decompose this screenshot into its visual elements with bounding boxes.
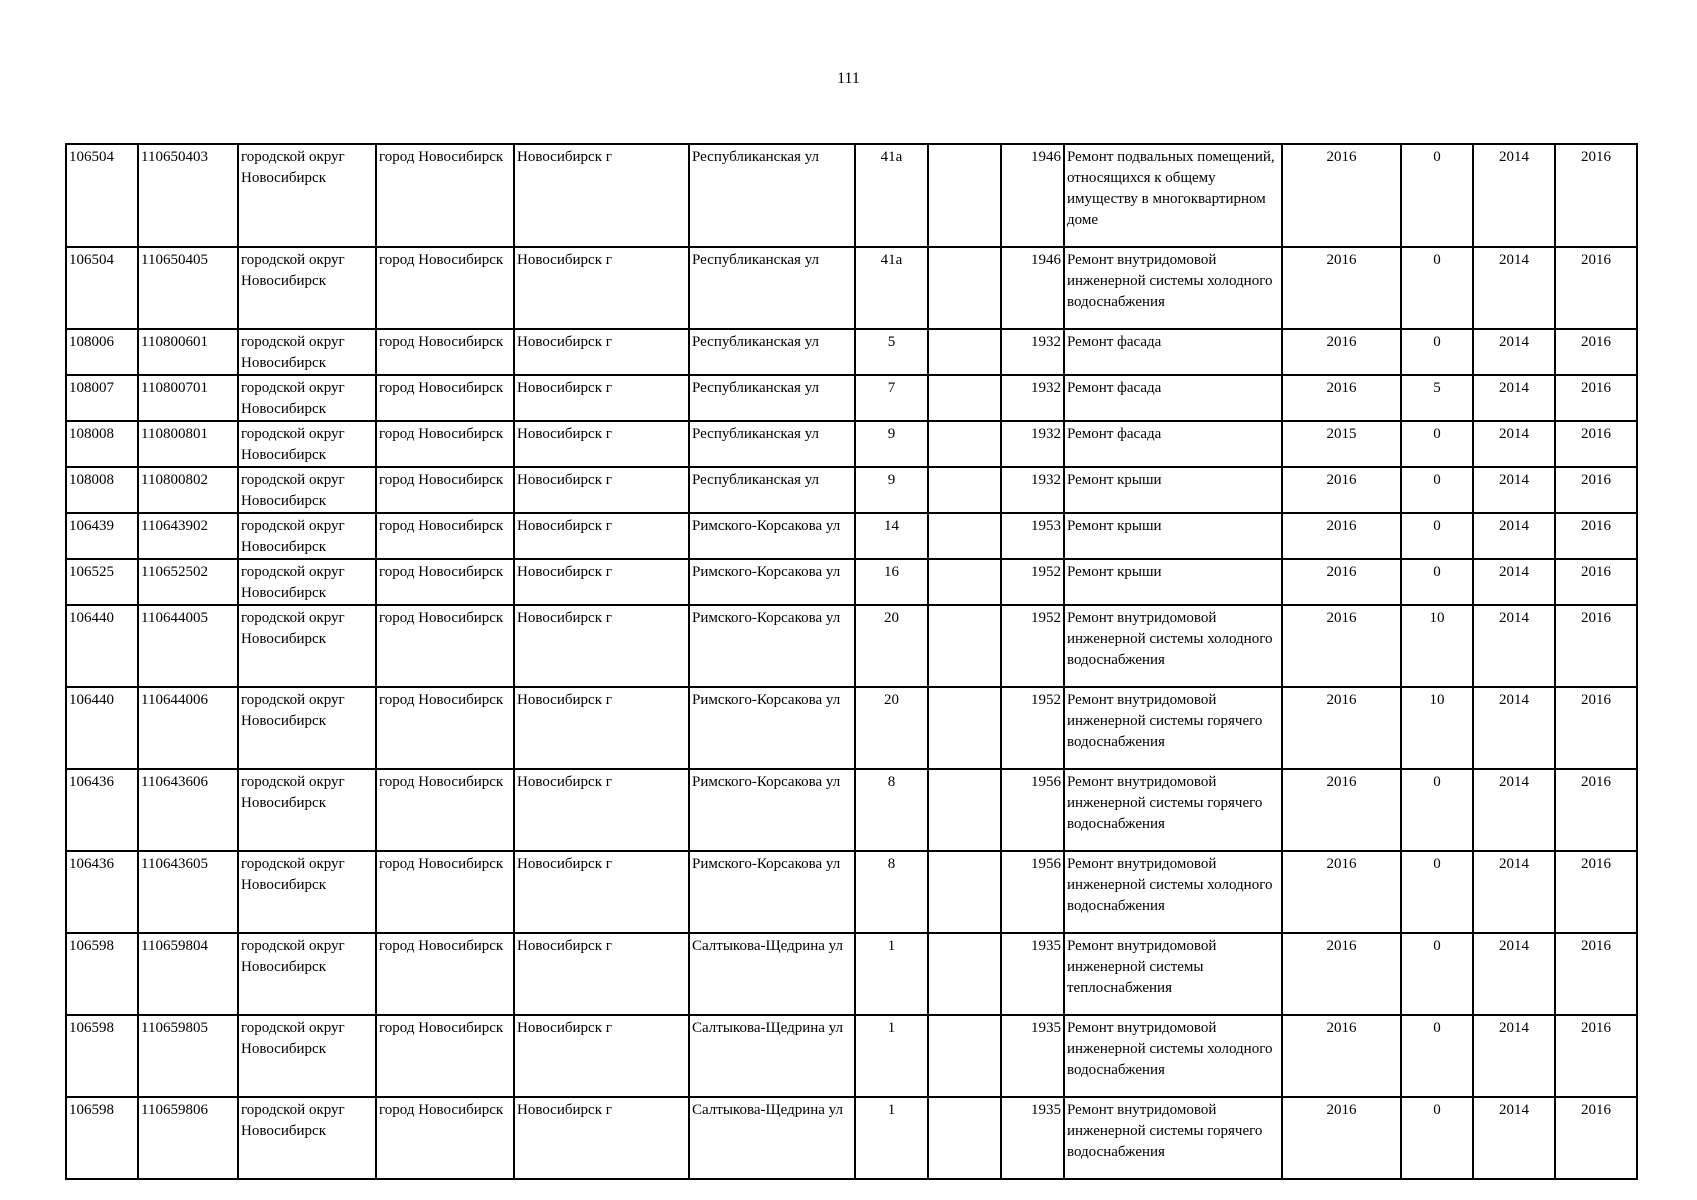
cell-house-id: 108008 <box>66 421 138 467</box>
cell-house-id: 106598 <box>66 933 138 1015</box>
cell-city: Новосибирск г <box>514 375 689 421</box>
cell-city: Новосибирск г <box>514 513 689 559</box>
cell-work-id: 110800802 <box>138 467 238 513</box>
cell-settlement: город Новосибирск <box>376 375 514 421</box>
cell-build-year: 1932 <box>1001 329 1064 375</box>
cell-work-id: 110644006 <box>138 687 238 769</box>
table-row <box>66 769 1637 851</box>
cell-municipality: городской округ Новосибирск <box>238 513 376 559</box>
cell-period-end: 2016 <box>1555 247 1637 329</box>
cell-house-number: 8 <box>855 851 928 933</box>
cell-period-start: 2014 <box>1473 851 1555 933</box>
cell-building <box>928 559 1001 605</box>
cell-work-id: 110800801 <box>138 421 238 467</box>
cell-city: Новосибирск г <box>514 421 689 467</box>
cell-street: Салтыкова-Щедрина ул <box>689 1015 855 1097</box>
cell-house-id: 106436 <box>66 851 138 933</box>
cell-wear: 0 <box>1401 1015 1473 1097</box>
cell-build-year: 1952 <box>1001 559 1064 605</box>
table-row <box>66 375 1637 421</box>
cell-work-type: Ремонт внутридомовой инженерной системы теплоснабжения <box>1064 933 1282 1015</box>
cell-planned-year: 2016 <box>1282 1097 1401 1179</box>
cell-city: Новосибирск г <box>514 1015 689 1097</box>
cell-city: Новосибирск г <box>514 1097 689 1179</box>
cell-work-id: 110643605 <box>138 851 238 933</box>
cell-work-type: Ремонт внутридомовой инженерной системы горячего водоснабжения <box>1064 687 1282 769</box>
table-row <box>66 144 1637 247</box>
cell-planned-year: 2016 <box>1282 329 1401 375</box>
cell-municipality: городской округ Новосибирск <box>238 769 376 851</box>
cell-period-end: 2016 <box>1555 605 1637 687</box>
cell-period-start: 2014 <box>1473 513 1555 559</box>
cell-house-number: 7 <box>855 375 928 421</box>
cell-planned-year: 2015 <box>1282 421 1401 467</box>
table-row <box>66 421 1637 467</box>
cell-municipality: городской округ Новосибирск <box>238 144 376 247</box>
cell-planned-year: 2016 <box>1282 851 1401 933</box>
cell-municipality: городской округ Новосибирск <box>238 467 376 513</box>
cell-house-number: 1 <box>855 933 928 1015</box>
cell-city: Новосибирск г <box>514 605 689 687</box>
cell-house-id: 106598 <box>66 1015 138 1097</box>
cell-wear: 10 <box>1401 605 1473 687</box>
cell-wear: 0 <box>1401 769 1473 851</box>
table-row <box>66 467 1637 513</box>
cell-house-number: 9 <box>855 421 928 467</box>
cell-build-year: 1946 <box>1001 144 1064 247</box>
cell-build-year: 1935 <box>1001 1015 1064 1097</box>
cell-city: Новосибирск г <box>514 933 689 1015</box>
cell-municipality: городской округ Новосибирск <box>238 329 376 375</box>
cell-period-end: 2016 <box>1555 329 1637 375</box>
cell-house-id: 106440 <box>66 605 138 687</box>
cell-period-end: 2016 <box>1555 144 1637 247</box>
cell-period-start: 2014 <box>1473 933 1555 1015</box>
cell-planned-year: 2016 <box>1282 247 1401 329</box>
cell-planned-year: 2016 <box>1282 375 1401 421</box>
cell-wear: 0 <box>1401 851 1473 933</box>
cell-settlement: город Новосибирск <box>376 933 514 1015</box>
cell-street: Римского-Корсакова ул <box>689 769 855 851</box>
cell-house-id: 106504 <box>66 247 138 329</box>
table-row <box>66 329 1637 375</box>
cell-settlement: город Новосибирск <box>376 467 514 513</box>
table-row <box>66 687 1637 769</box>
cell-settlement: город Новосибирск <box>376 421 514 467</box>
cell-work-type: Ремонт фасада <box>1064 421 1282 467</box>
cell-period-start: 2014 <box>1473 1097 1555 1179</box>
cell-house-id: 106598 <box>66 1097 138 1179</box>
cell-wear: 0 <box>1401 933 1473 1015</box>
cell-house-id: 106436 <box>66 769 138 851</box>
cell-building <box>928 513 1001 559</box>
cell-house-number: 14 <box>855 513 928 559</box>
cell-house-number: 1 <box>855 1097 928 1179</box>
cell-house-id: 106440 <box>66 687 138 769</box>
cell-house-number: 41а <box>855 144 928 247</box>
cell-period-end: 2016 <box>1555 851 1637 933</box>
cell-municipality: городской округ Новосибирск <box>238 1097 376 1179</box>
cell-wear: 0 <box>1401 513 1473 559</box>
table-row <box>66 933 1637 1015</box>
cell-build-year: 1935 <box>1001 1097 1064 1179</box>
cell-build-year: 1956 <box>1001 769 1064 851</box>
cell-house-id: 106504 <box>66 144 138 247</box>
cell-street: Республиканская ул <box>689 329 855 375</box>
cell-work-type: Ремонт внутридомовой инженерной системы холодного водоснабжения <box>1064 247 1282 329</box>
cell-work-type: Ремонт фасада <box>1064 375 1282 421</box>
cell-work-id: 110643606 <box>138 769 238 851</box>
cell-work-type: Ремонт внутридомовой инженерной системы холодного водоснабжения <box>1064 605 1282 687</box>
cell-street: Салтыкова-Щедрина ул <box>689 1097 855 1179</box>
cell-wear: 0 <box>1401 144 1473 247</box>
cell-municipality: городской округ Новосибирск <box>238 247 376 329</box>
cell-street: Республиканская ул <box>689 375 855 421</box>
cell-work-type: Ремонт крыши <box>1064 559 1282 605</box>
cell-house-number: 20 <box>855 605 928 687</box>
cell-house-number: 16 <box>855 559 928 605</box>
cell-planned-year: 2016 <box>1282 933 1401 1015</box>
cell-settlement: город Новосибирск <box>376 605 514 687</box>
table-row <box>66 513 1637 559</box>
cell-period-end: 2016 <box>1555 421 1637 467</box>
cell-period-start: 2014 <box>1473 421 1555 467</box>
cell-street: Республиканская ул <box>689 247 855 329</box>
cell-period-end: 2016 <box>1555 559 1637 605</box>
cell-city: Новосибирск г <box>514 329 689 375</box>
cell-build-year: 1952 <box>1001 605 1064 687</box>
cell-period-start: 2014 <box>1473 559 1555 605</box>
cell-work-id: 110643902 <box>138 513 238 559</box>
cell-build-year: 1956 <box>1001 851 1064 933</box>
cell-build-year: 1946 <box>1001 247 1064 329</box>
cell-work-type: Ремонт внутридомовой инженерной системы горячего водоснабжения <box>1064 769 1282 851</box>
cell-municipality: городской округ Новосибирск <box>238 933 376 1015</box>
cell-period-start: 2014 <box>1473 769 1555 851</box>
cell-period-start: 2014 <box>1473 144 1555 247</box>
cell-wear: 5 <box>1401 375 1473 421</box>
cell-planned-year: 2016 <box>1282 513 1401 559</box>
cell-house-id: 106439 <box>66 513 138 559</box>
cell-build-year: 1932 <box>1001 421 1064 467</box>
cell-building <box>928 1015 1001 1097</box>
cell-work-type: Ремонт крыши <box>1064 513 1282 559</box>
table-row <box>66 605 1637 687</box>
cell-building <box>928 1097 1001 1179</box>
cell-wear: 0 <box>1401 247 1473 329</box>
cell-planned-year: 2016 <box>1282 605 1401 687</box>
cell-city: Новосибирск г <box>514 851 689 933</box>
cell-wear: 0 <box>1401 467 1473 513</box>
cell-work-id: 110650405 <box>138 247 238 329</box>
cell-house-number: 9 <box>855 467 928 513</box>
cell-house-id: 106525 <box>66 559 138 605</box>
cell-house-number: 1 <box>855 1015 928 1097</box>
cell-building <box>928 769 1001 851</box>
cell-work-id: 110659805 <box>138 1015 238 1097</box>
cell-work-type: Ремонт крыши <box>1064 467 1282 513</box>
cell-work-type: Ремонт фасада <box>1064 329 1282 375</box>
cell-settlement: город Новосибирск <box>376 513 514 559</box>
page-number: 111 <box>837 70 860 87</box>
cell-city: Новосибирск г <box>514 247 689 329</box>
cell-municipality: городской округ Новосибирск <box>238 559 376 605</box>
cell-building <box>928 329 1001 375</box>
cell-period-start: 2014 <box>1473 329 1555 375</box>
cell-building <box>928 933 1001 1015</box>
cell-street: Римского-Корсакова ул <box>689 559 855 605</box>
cell-house-id: 108006 <box>66 329 138 375</box>
cell-period-start: 2014 <box>1473 467 1555 513</box>
cell-street: Республиканская ул <box>689 421 855 467</box>
cell-build-year: 1952 <box>1001 687 1064 769</box>
table-body <box>66 144 1637 1179</box>
cell-building <box>928 421 1001 467</box>
cell-city: Новосибирск г <box>514 769 689 851</box>
cell-wear: 0 <box>1401 329 1473 375</box>
cell-settlement: город Новосибирск <box>376 144 514 247</box>
cell-build-year: 1932 <box>1001 467 1064 513</box>
cell-settlement: город Новосибирск <box>376 247 514 329</box>
cell-building <box>928 247 1001 329</box>
cell-municipality: городской округ Новосибирск <box>238 851 376 933</box>
cell-period-end: 2016 <box>1555 687 1637 769</box>
cell-settlement: город Новосибирск <box>376 1015 514 1097</box>
cell-house-number: 8 <box>855 769 928 851</box>
cell-city: Новосибирск г <box>514 559 689 605</box>
cell-period-end: 2016 <box>1555 467 1637 513</box>
cell-period-start: 2014 <box>1473 687 1555 769</box>
cell-planned-year: 2016 <box>1282 687 1401 769</box>
cell-work-id: 110652502 <box>138 559 238 605</box>
cell-street: Салтыкова-Щедрина ул <box>689 933 855 1015</box>
cell-building <box>928 687 1001 769</box>
cell-work-type: Ремонт внутридомовой инженерной системы горячего водоснабжения <box>1064 1097 1282 1179</box>
cell-work-id: 110659804 <box>138 933 238 1015</box>
cell-work-type: Ремонт внутридомовой инженерной системы холодного водоснабжения <box>1064 851 1282 933</box>
table-row <box>66 559 1637 605</box>
cell-build-year: 1932 <box>1001 375 1064 421</box>
cell-planned-year: 2016 <box>1282 467 1401 513</box>
cell-street: Римского-Корсакова ул <box>689 851 855 933</box>
cell-work-type: Ремонт внутридомовой инженерной системы холодного водоснабжения <box>1064 1015 1282 1097</box>
cell-period-start: 2014 <box>1473 1015 1555 1097</box>
cell-municipality: городской округ Новосибирск <box>238 687 376 769</box>
cell-settlement: город Новосибирск <box>376 1097 514 1179</box>
cell-municipality: городской округ Новосибирск <box>238 375 376 421</box>
cell-period-end: 2016 <box>1555 769 1637 851</box>
cell-house-number: 5 <box>855 329 928 375</box>
cell-work-type: Ремонт подвальных помещений, относящихся к общему имуществу в многоквартирном доме <box>1064 144 1282 247</box>
cell-building <box>928 144 1001 247</box>
cell-work-id: 110650403 <box>138 144 238 247</box>
cell-municipality: городской округ Новосибирск <box>238 1015 376 1097</box>
cell-period-end: 2016 <box>1555 375 1637 421</box>
table-row <box>66 1015 1637 1097</box>
cell-street: Республиканская ул <box>689 144 855 247</box>
cell-work-id: 110644005 <box>138 605 238 687</box>
cell-building <box>928 375 1001 421</box>
cell-street: Римского-Корсакова ул <box>689 605 855 687</box>
cell-building <box>928 605 1001 687</box>
cell-period-start: 2014 <box>1473 247 1555 329</box>
cell-settlement: город Новосибирск <box>376 851 514 933</box>
cell-period-end: 2016 <box>1555 1097 1637 1179</box>
cell-work-id: 110659806 <box>138 1097 238 1179</box>
cell-settlement: город Новосибирск <box>376 329 514 375</box>
cell-building <box>928 467 1001 513</box>
cell-street: Республиканская ул <box>689 467 855 513</box>
cell-planned-year: 2016 <box>1282 144 1401 247</box>
cell-street: Римского-Корсакова ул <box>689 513 855 559</box>
cell-settlement: город Новосибирск <box>376 769 514 851</box>
cell-house-number: 20 <box>855 687 928 769</box>
cell-planned-year: 2016 <box>1282 1015 1401 1097</box>
cell-period-start: 2014 <box>1473 605 1555 687</box>
table-row <box>66 247 1637 329</box>
cell-work-id: 110800701 <box>138 375 238 421</box>
cell-municipality: городской округ Новосибирск <box>238 421 376 467</box>
cell-settlement: город Новосибирск <box>376 687 514 769</box>
cell-municipality: городской округ Новосибирск <box>238 605 376 687</box>
cell-settlement: город Новосибирск <box>376 559 514 605</box>
cell-city: Новосибирск г <box>514 687 689 769</box>
repair-register-table <box>65 143 1638 1180</box>
cell-house-id: 108007 <box>66 375 138 421</box>
cell-build-year: 1953 <box>1001 513 1064 559</box>
cell-city: Новосибирск г <box>514 144 689 247</box>
cell-work-id: 110800601 <box>138 329 238 375</box>
cell-period-end: 2016 <box>1555 1015 1637 1097</box>
cell-wear: 0 <box>1401 1097 1473 1179</box>
cell-wear: 0 <box>1401 559 1473 605</box>
cell-period-end: 2016 <box>1555 933 1637 1015</box>
cell-house-number: 41а <box>855 247 928 329</box>
cell-city: Новосибирск г <box>514 467 689 513</box>
table-row <box>66 851 1637 933</box>
cell-planned-year: 2016 <box>1282 559 1401 605</box>
cell-street: Римского-Корсакова ул <box>689 687 855 769</box>
cell-wear: 0 <box>1401 421 1473 467</box>
cell-period-end: 2016 <box>1555 513 1637 559</box>
cell-building <box>928 851 1001 933</box>
cell-build-year: 1935 <box>1001 933 1064 1015</box>
table-row <box>66 1097 1637 1179</box>
cell-period-start: 2014 <box>1473 375 1555 421</box>
cell-wear: 10 <box>1401 687 1473 769</box>
cell-house-id: 108008 <box>66 467 138 513</box>
cell-planned-year: 2016 <box>1282 769 1401 851</box>
